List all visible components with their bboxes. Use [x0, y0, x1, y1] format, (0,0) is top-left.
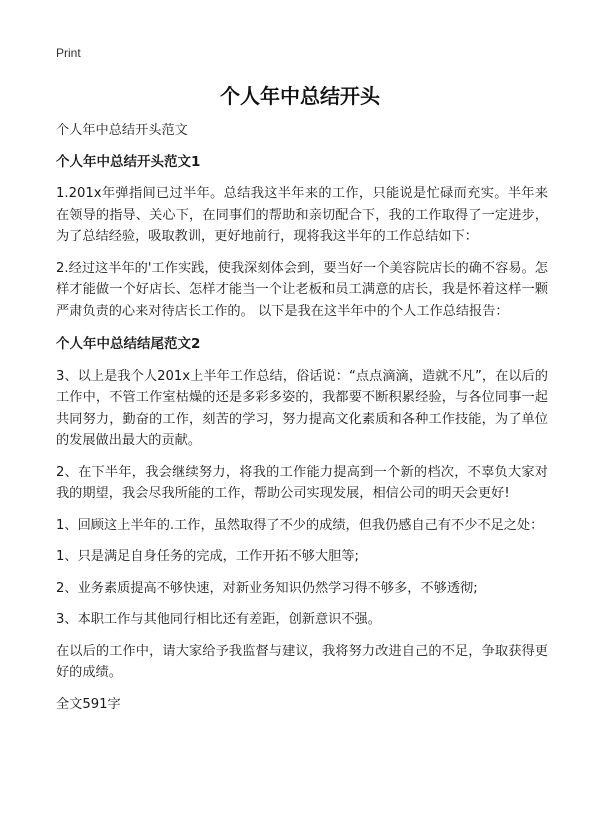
print-label: Print: [56, 46, 81, 60]
word-count: 全文591字: [56, 696, 121, 712]
paragraph: 2、在下半年，我会继续努力，将我的工作能力提高到一个新的档次，不辜负大家对我的期望，我会尽我所能的工作，帮助公司实现发展，相信公司的明天会更好!: [56, 464, 548, 501]
paragraph: 1.201x年弹指间已过半年。总结我这半年来的工作，只能说是忙碌而充实。半年来在领导的指导、关心下，在同事们的帮助和亲切配合下，我的工作取得了一定进步，为了总结经验，吸取教训，更好地前行，现将我这半年的工作总结如下：: [56, 186, 548, 244]
paragraph: 3、本职工作与其他同行相比还有差距，创新意识不强。: [56, 612, 381, 627]
paragraph: 2、业务素质提高不够快速，对新业务知识仍然学习得不够多，不够透彻;: [56, 580, 478, 596]
document-subtitle: 个人年中总结开头范文: [56, 123, 188, 138]
section-heading-2: 个人年中总结结尾范文2: [56, 336, 201, 352]
document-body: [56, 120, 548, 715]
paragraph: 2.经过这半年的'工作实践，使我深刻体会到，要当好一个美容院店长的确不容易。怎样才能做一个好店长、怎样才能当一个让老板和员工满意的店长，我是怀着这样一颗严肃负责的心来对待店长工作的。 以下是我在这半年中的个人工作总结报告：: [56, 260, 548, 319]
page-title: 个人年中总结开头: [220, 84, 380, 108]
paragraph: 3、以上是我个人201x上半年工作总结，俗话说：“点点滴滴，造就不凡”，在以后的工作中，不管工作室枯燥的还是多彩多姿的，我都要不断积累经验，与各位同事一起共同努力，勤奋的工作，刻苦的学习，努力提高文化素质和各种工作技能，为了单位的发展做出最大的贡献。: [56, 368, 548, 448]
section-heading-1: 个人年中总结开头范文1: [56, 153, 201, 170]
paragraph: 1、回顾这上半年的.工作，虽然取得了不少的成绩，但我仍感自己有不少不足之处：: [56, 517, 544, 533]
paragraph: 在以后的工作中，请大家给予我监督与建议，我将努力改进自己的不足，争取获得更好的成绩。: [56, 643, 548, 680]
paragraph: 1、只是满足自身任务的完成，工作开拓不够大胆等;: [56, 549, 359, 564]
